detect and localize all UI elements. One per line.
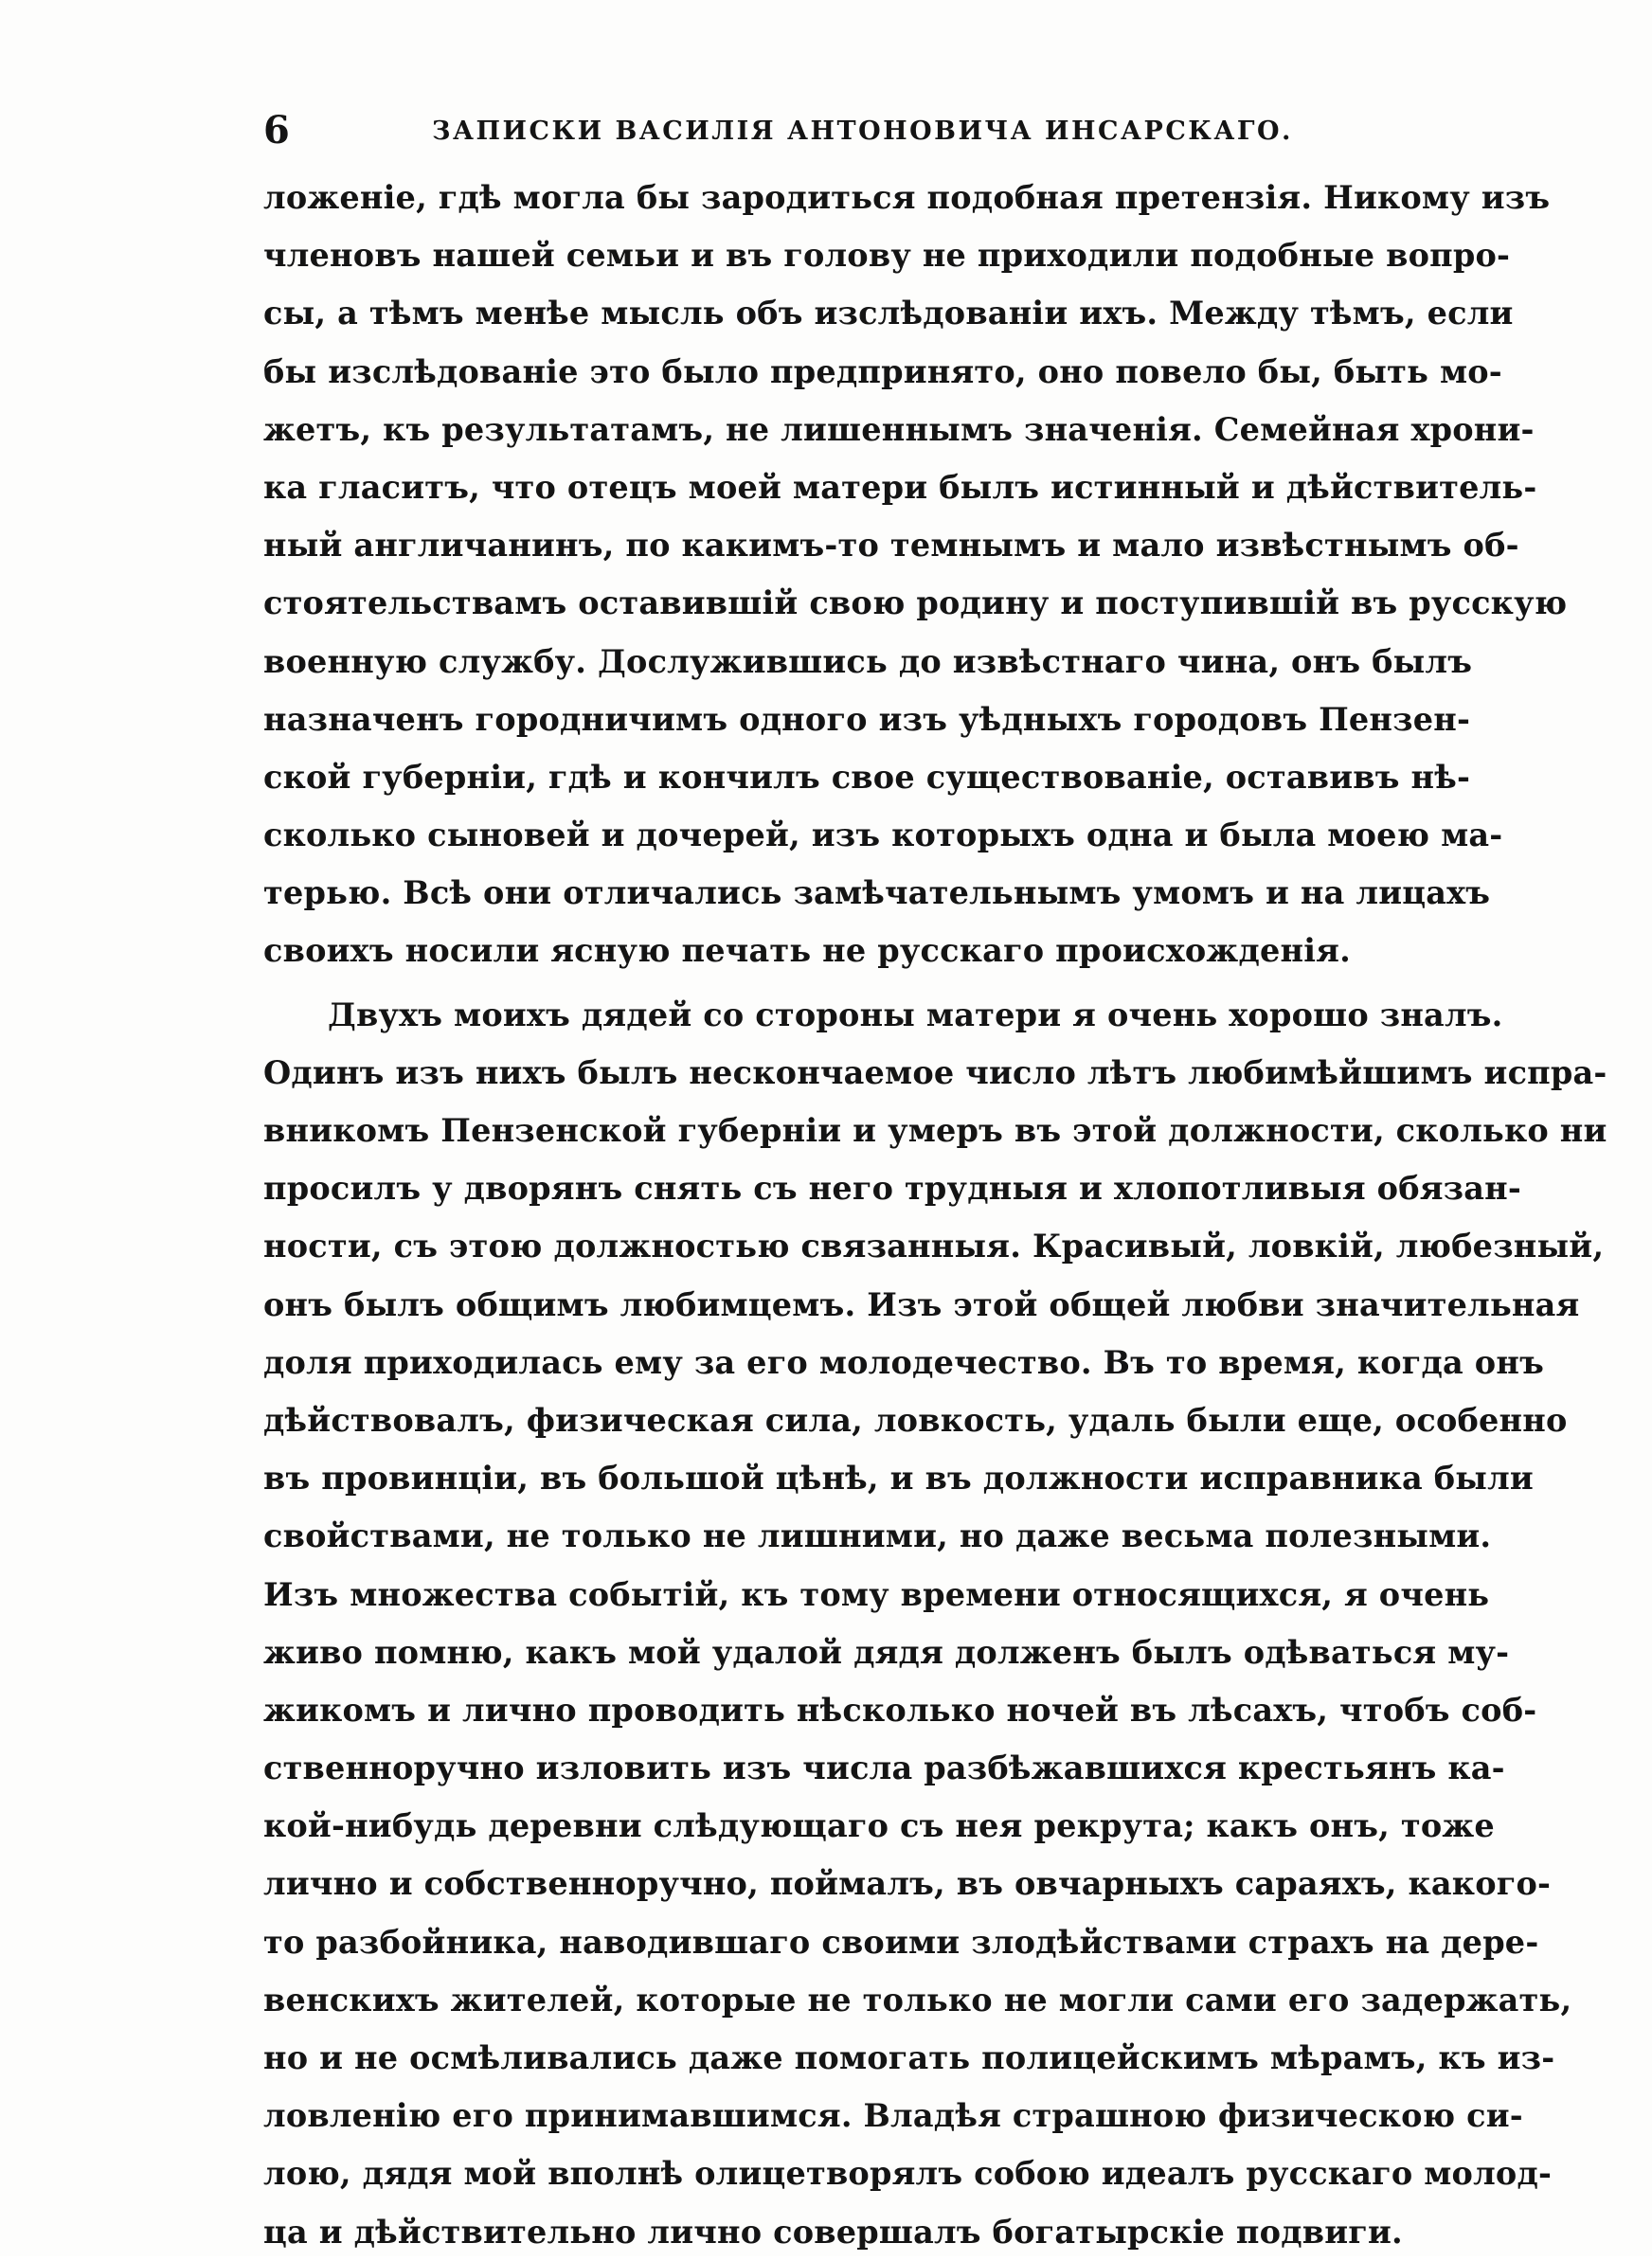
paragraph-1 bbox=[263, 169, 1568, 980]
text-line: ный англичанинъ, по какимъ-то темнымъ и мало извѣстнымъ об- bbox=[263, 527, 1519, 565]
text-line: сы, а тѣмъ менѣе мысль объ изслѣдованіи ихъ. Между тѣмъ, если bbox=[263, 295, 1514, 332]
text-line: дѣйствовалъ, физическая сила, ловкость, удаль были еще, особенно bbox=[263, 1401, 1568, 1439]
text-line: ской губерніи, гдѣ и кончилъ свое существованіе, оставивъ нѣ- bbox=[263, 758, 1471, 796]
text-line: доля приходилась ему за его молодечество. Въ то время, когда онъ bbox=[263, 1343, 1544, 1381]
text-line: свойствами, не только не лишними, но даже весьма полезными. bbox=[263, 1517, 1492, 1555]
text-line: вникомъ Пензенской губерніи и умеръ въ этой должности, сколько ни bbox=[263, 1112, 1607, 1149]
text-line: сколько сыновей и дочерей, изъ которыхъ одна и была моею ма- bbox=[263, 816, 1503, 854]
text-line: лично и собственноручно, поймалъ, въ овчарныхъ сараяхъ, какого- bbox=[263, 1865, 1552, 1903]
text-line: просилъ у дворянъ снять съ него трудныя и хлопотливыя обязан- bbox=[263, 1170, 1521, 1208]
text-line: ности, съ этою должностью связанныя. Красивый, ловкій, любезный, bbox=[263, 1228, 1605, 1265]
text-line: ка гласитъ, что отецъ моей матери былъ истинный и дѣйствитель- bbox=[263, 468, 1537, 506]
text-line: Одинъ изъ нихъ былъ нескончаемое число лѣтъ любимѣйшимъ испра- bbox=[263, 1053, 1607, 1091]
text-line: военную службу. Дослужившись до извѣстнаго чина, онъ былъ bbox=[263, 642, 1473, 680]
text-line: кой-нибудь деревни слѣдующаго съ нея рекрута; какъ онъ, тоже bbox=[263, 1807, 1495, 1845]
page-header bbox=[263, 102, 1405, 159]
text-line: живо помню, какъ мой удалой дядя долженъ былъ одѣваться му- bbox=[263, 1633, 1510, 1671]
text-line: назначенъ городничимъ одного изъ уѣдныхъ городовъ Пензен- bbox=[263, 700, 1471, 738]
text-line: жетъ, къ результатамъ, не лишеннымъ значенія. Семейная хрони- bbox=[263, 410, 1535, 448]
text-line: ственноручно изловить изъ числа разбѣжавшихся крестьянъ ка- bbox=[263, 1750, 1505, 1787]
text-line: Изъ множества событій, къ тому времени относящихся, я очень bbox=[263, 1575, 1490, 1613]
text-line: ловленію его принимавшимся. Владѣя страшною физическою си- bbox=[263, 2097, 1523, 2135]
paragraph-2 bbox=[263, 986, 1607, 2261]
text-line: ца и дѣйствительно лично совершалъ богатырскіе подвиги. bbox=[263, 2213, 1403, 2251]
text-line: то разбойника, наводившаго своими злодѣйствами страхъ на дере- bbox=[263, 1923, 1539, 1961]
text-line: лою, дядя мой вполнѣ олицетворялъ собою идеалъ русскаго молод- bbox=[263, 2155, 1553, 2193]
text-line: ложеніе, гдѣ могла бы зародиться подобная претензія. Никому изъ bbox=[263, 179, 1551, 216]
text-line: венскихъ жителей, которые не только не могли сами его задержать, bbox=[263, 1981, 1572, 2019]
text-line: терью. Всѣ они отличались замѣчательнымъ умомъ и на лицахъ bbox=[263, 874, 1491, 912]
text-line: членовъ нашей семьи и въ голову не приходили подобные вопро- bbox=[263, 237, 1511, 275]
text-line: стоятельствамъ оставившій свою родину и поступившій въ русскую bbox=[263, 584, 1568, 622]
body-text bbox=[263, 169, 1607, 2261]
running-title: ЗАПИСКИ ВАСИЛІЯ АНТОНОВИЧА ИНСАРСКАГО. bbox=[432, 117, 1293, 146]
text-line: въ провинціи, въ большой цѣнѣ, и въ должности исправника были bbox=[263, 1460, 1534, 1498]
text-line: но и не осмѣливались даже помогать полицейскимъ мѣрамъ, къ из- bbox=[263, 2039, 1555, 2076]
text-line: своихъ носили ясную печать не русскаго происхожденія. bbox=[263, 932, 1351, 970]
text-line: бы изслѣдованіе это было предпринято, оно повело бы, быть мо- bbox=[263, 352, 1502, 390]
text-line: онъ былъ общимъ любимцемъ. Изъ этой общей любви значительная bbox=[263, 1285, 1580, 1323]
text-line: Двухъ моихъ дядей со стороны матери я очень хорошо зналъ. bbox=[328, 996, 1503, 1033]
text-line: жикомъ и лично проводить нѣсколько ночей въ лѣсахъ, чтобъ соб- bbox=[263, 1691, 1537, 1729]
page-number: 6 bbox=[263, 108, 290, 153]
